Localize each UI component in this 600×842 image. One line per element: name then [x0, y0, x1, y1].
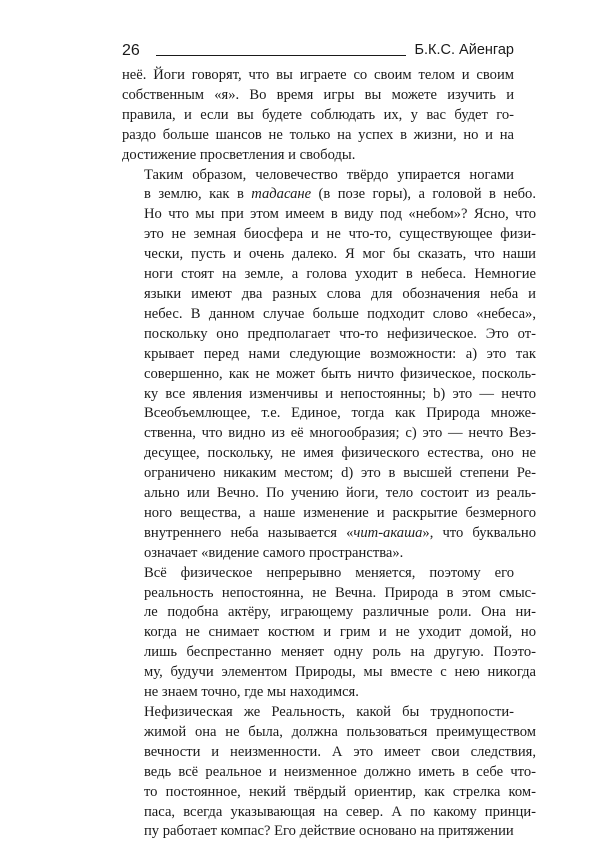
text-segment: реальность непостоянна, не Вечна. Природа в этом смыс- [144, 584, 536, 601]
paragraph [122, 166, 536, 564]
text-line [122, 504, 536, 524]
text-segment: крывает перед нами следующие возможности: а) это так [144, 345, 536, 362]
text-line [122, 146, 514, 166]
text-line [122, 783, 536, 803]
text-line [122, 683, 514, 703]
header-rule [156, 55, 406, 56]
text-line [122, 205, 536, 225]
text-line [122, 106, 514, 126]
paragraph [122, 703, 536, 842]
text-segment: десущее, поскольку, не имея физического естества, оно не [144, 445, 536, 462]
text-segment: (в позе горы), а головой в небо. [311, 186, 536, 203]
text-segment: ально или Вечно. По учению йоги, тело состоит из реаль- [144, 485, 536, 502]
text-line [122, 166, 514, 186]
text-segment: языки имеют два разных слова для обозначения неба и [144, 285, 536, 302]
text-line [122, 245, 536, 265]
text-line [122, 723, 536, 743]
text-segment: то постоянное, некий твёрдый ориентир, как стрелка ком- [144, 783, 536, 800]
paragraph [122, 66, 514, 166]
text-segment: это не земная биосфера и не что-то, существующее физи- [144, 226, 536, 243]
text-segment: внутреннего неба называется « [144, 524, 354, 541]
text-segment: небес. В данном случае больше подходит слово «небеса», [144, 305, 536, 322]
text-line [122, 404, 536, 424]
text-line [122, 66, 514, 86]
text-segment: Таким образом, человечество твёрдо упирается ногами [144, 166, 514, 183]
text-line [122, 484, 536, 504]
text-segment: жимой она не была, должна пользоваться преимуществом [144, 723, 536, 740]
text-segment: чески, пусть и очень далеко. Я мог бы сказать, что наши [144, 246, 536, 263]
text-segment: пу работает компас? Его действие основано на притяжении [144, 823, 514, 840]
text-line [122, 663, 536, 683]
text-line [122, 365, 536, 385]
text-line [122, 564, 514, 584]
text-segment: означает «видение самого пространства». [144, 544, 404, 561]
text-segment: », что буквально [422, 524, 536, 541]
text-segment: раздо больше шансов не только на успех в жизни, но и на [122, 126, 514, 143]
text-segment: ственна, что видно из её многообразия; c) это — нечто Вез- [144, 425, 536, 442]
italic-term: чит-акаша [353, 524, 423, 541]
text-line [122, 424, 536, 444]
text-line [122, 305, 536, 325]
text-line [122, 643, 536, 663]
text-line [122, 126, 514, 146]
text-line [122, 584, 536, 604]
text-line [122, 285, 536, 305]
text-segment: му, будучи элементом Природы, мы вместе с нею никогда [144, 664, 536, 681]
running-header [122, 38, 514, 62]
text-segment: ведь всё реальное и неизменное должно иметь в себе что- [144, 763, 536, 780]
text-segment: не знаем точно, где мы находимся. [144, 684, 359, 701]
text-segment: неё. Йоги говорят, что вы играете со своим телом и своим [122, 67, 514, 83]
page-number: 26 [122, 42, 140, 59]
text-segment: достижение просветления и свободы. [122, 146, 356, 163]
text-line [122, 345, 536, 365]
text-segment: Нефизическая же Реальность, какой бы труднопости- [144, 704, 514, 720]
text-segment: лишь беспрестанно меняет одну роль на другую. Поэто- [144, 644, 536, 661]
italic-term: тадасане [251, 186, 312, 203]
text-segment: Но что мы при этом имеем в виду под «небом»? Ясно, что [144, 206, 536, 223]
text-segment: ле подобна актёру, играющему различные роли. Она ни- [144, 604, 536, 621]
text-segment: вечности и неизменности. А это имеет свои следствия, [144, 743, 536, 760]
text-segment: Всё физическое непрерывно меняется, поэтому его [144, 564, 514, 581]
running-title: Б.К.С. Айенгар [414, 42, 514, 58]
text-line [122, 743, 536, 763]
text-line [122, 703, 514, 723]
text-line [122, 325, 536, 345]
text-segment: в землю, как в [144, 186, 252, 203]
text-line [122, 225, 536, 245]
text-segment: ноги стоят на земле, а голова уходит в небеса. Немногие [144, 266, 536, 283]
text-line [122, 444, 536, 464]
text-line [122, 185, 536, 205]
text-segment: ограничено никаким местом; d) это в высшей степени Ре- [144, 465, 536, 482]
text-line [122, 544, 514, 564]
text-line [122, 623, 536, 643]
body-text [122, 66, 536, 842]
text-line [122, 385, 536, 405]
text-segment: собственным «я». Во время игры вы можете изучить и [122, 86, 514, 103]
text-line [122, 822, 514, 842]
text-segment: Всеобъемлющее, т.е. Единое, тогда как Природа множе- [144, 405, 536, 422]
text-line [122, 603, 536, 623]
text-line [122, 265, 536, 285]
text-segment: поскольку оно предполагает что-то нефизическое. Это от- [144, 325, 536, 342]
paragraph [122, 564, 536, 703]
text-line [122, 763, 536, 783]
text-segment: ку все явления изменчивы и непостоянны; b) это — нечто [144, 385, 536, 402]
text-segment: правила, и если вы будете соблюдать их, у вас будет го- [122, 106, 514, 123]
text-line [122, 803, 536, 823]
text-segment: паса, всегда указывающая на север. А по какому принци- [144, 803, 536, 820]
text-segment: когда не снимает костюм и грим и не уходит домой, но [144, 624, 536, 641]
text-line [122, 464, 536, 484]
text-line [122, 86, 514, 106]
text-line [122, 524, 536, 544]
text-segment: совершенно, как не может быть ничто физическое, посколь- [144, 365, 536, 382]
text-segment: ного вещества, а наше изменение и раскрытие безмерного [144, 504, 536, 521]
